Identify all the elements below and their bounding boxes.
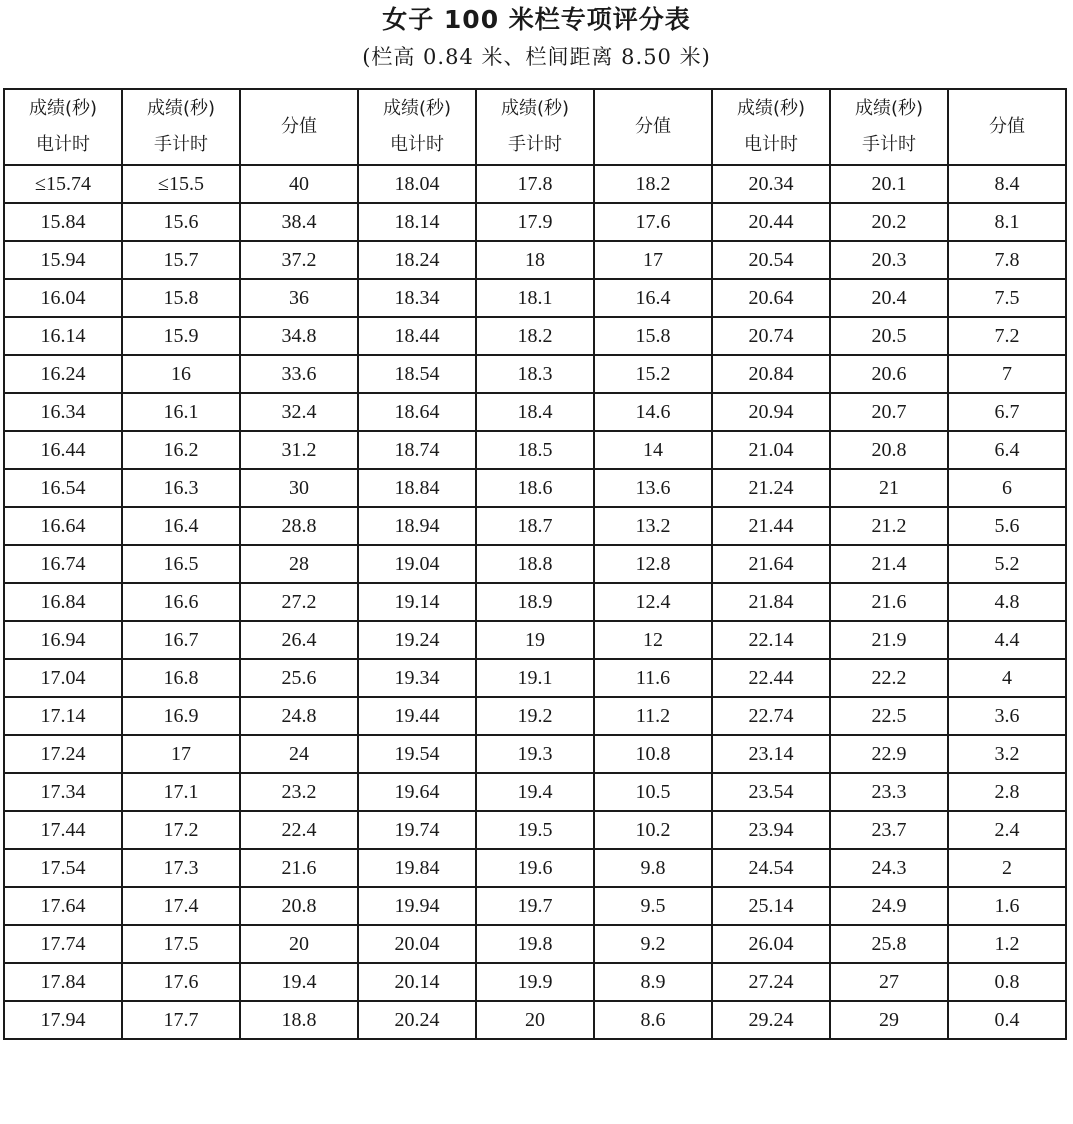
manual-time-cell: 24.3 [830, 849, 948, 887]
header-line: 成绩(秒) [854, 98, 924, 119]
score-cell: 15.8 [594, 317, 712, 355]
header-line: 成绩(秒) [736, 98, 806, 119]
score-cell: 27.2 [240, 583, 358, 621]
score-cell: 37.2 [240, 241, 358, 279]
electric-time-cell: 19.44 [358, 697, 476, 735]
score-cell: 19.4 [240, 963, 358, 1001]
manual-time-cell: 18.7 [476, 507, 594, 545]
manual-time-cell: 29 [830, 1001, 948, 1039]
manual-time-cell: 19.9 [476, 963, 594, 1001]
electric-time-cell: 26.04 [712, 925, 830, 963]
electric-time-cell: 16.04 [4, 279, 122, 317]
electric-time-cell: 22.44 [712, 659, 830, 697]
score-cell: 13.6 [594, 469, 712, 507]
score-cell: 28 [240, 545, 358, 583]
manual-time-cell: 20.8 [830, 431, 948, 469]
electric-time-cell: 21.84 [712, 583, 830, 621]
score-cell: 17.6 [594, 203, 712, 241]
score-cell: 31.2 [240, 431, 358, 469]
manual-time-cell: 15.8 [122, 279, 240, 317]
manual-time-cell: 15.7 [122, 241, 240, 279]
manual-time-cell: 18.1 [476, 279, 594, 317]
manual-time-cell: 20.2 [830, 203, 948, 241]
table-row [4, 621, 1066, 659]
manual-time-cell: 20.1 [830, 165, 948, 203]
score-cell: 10.5 [594, 773, 712, 811]
score-cell: 17 [594, 241, 712, 279]
table-row [4, 241, 1066, 279]
score-cell: 2.4 [948, 811, 1066, 849]
electric-time-cell: 29.24 [712, 1001, 830, 1039]
score-cell: 9.2 [594, 925, 712, 963]
manual-time-cell: 16.7 [122, 621, 240, 659]
manual-time-cell: 18.8 [476, 545, 594, 583]
electric-time-cell: 23.14 [712, 735, 830, 773]
score-cell: 38.4 [240, 203, 358, 241]
electric-time-cell: 21.64 [712, 545, 830, 583]
manual-time-cell: 20.4 [830, 279, 948, 317]
electric-time-cell: 27.24 [712, 963, 830, 1001]
electric-time-cell: 21.04 [712, 431, 830, 469]
manual-time-cell: 19.7 [476, 887, 594, 925]
score-cell: 9.8 [594, 849, 712, 887]
manual-time-cell: 18 [476, 241, 594, 279]
electric-time-cell: 17.04 [4, 659, 122, 697]
manual-time-cell: 22.9 [830, 735, 948, 773]
manual-time-cell: 17.3 [122, 849, 240, 887]
electric-time-cell: 16.44 [4, 431, 122, 469]
manual-time-cell: 17 [122, 735, 240, 773]
score-cell: 5.6 [948, 507, 1066, 545]
manual-time-cell: 19 [476, 621, 594, 659]
manual-time-cell: 19.1 [476, 659, 594, 697]
score-cell: 18.2 [594, 165, 712, 203]
header-line: 成绩(秒) [146, 98, 216, 119]
manual-time-cell: 18.3 [476, 355, 594, 393]
electric-time-cell: 16.64 [4, 507, 122, 545]
electric-time-cell: 18.24 [358, 241, 476, 279]
electric-time-cell: 16.94 [4, 621, 122, 659]
electric-time-cell: 21.24 [712, 469, 830, 507]
electric-time-cell: 20.24 [358, 1001, 476, 1039]
electric-time-cell: 18.44 [358, 317, 476, 355]
electric-time-cell: 21.44 [712, 507, 830, 545]
electric-time-cell: 19.94 [358, 887, 476, 925]
table-row [4, 697, 1066, 735]
manual-time-cell: 16.1 [122, 393, 240, 431]
table-row [4, 545, 1066, 583]
table-row [4, 887, 1066, 925]
score-cell: 36 [240, 279, 358, 317]
manual-time-cell: 15.9 [122, 317, 240, 355]
score-cell: 2 [948, 849, 1066, 887]
electric-time-cell: 19.74 [358, 811, 476, 849]
score-cell: 0.8 [948, 963, 1066, 1001]
score-cell: 7.5 [948, 279, 1066, 317]
score-cell: 5.2 [948, 545, 1066, 583]
manual-time-cell: 16.2 [122, 431, 240, 469]
score-cell: 6 [948, 469, 1066, 507]
score-cell: 18.8 [240, 1001, 358, 1039]
page-subtitle: (栏高 0.84 米、栏间距离 8.50 米) [362, 45, 711, 69]
manual-time-cell: 16.6 [122, 583, 240, 621]
manual-time-cell: 19.2 [476, 697, 594, 735]
header-score: 分值 [948, 89, 1066, 165]
header-electric-time [712, 89, 830, 165]
electric-time-cell: 20.44 [712, 203, 830, 241]
electric-time-cell: 20.74 [712, 317, 830, 355]
table-row [4, 925, 1066, 963]
score-cell: 21.6 [240, 849, 358, 887]
electric-time-cell: 18.04 [358, 165, 476, 203]
table-row [4, 317, 1066, 355]
header-line: 成绩(秒) [28, 98, 98, 119]
manual-time-cell: 22.5 [830, 697, 948, 735]
table-row [4, 355, 1066, 393]
table-row [4, 279, 1066, 317]
score-cell: 14.6 [594, 393, 712, 431]
electric-time-cell: 17.64 [4, 887, 122, 925]
electric-time-cell: 20.14 [358, 963, 476, 1001]
manual-time-cell: 21 [830, 469, 948, 507]
electric-time-cell: 19.04 [358, 545, 476, 583]
manual-time-cell: 18.2 [476, 317, 594, 355]
electric-time-cell: 18.74 [358, 431, 476, 469]
electric-time-cell: 23.54 [712, 773, 830, 811]
manual-time-cell: 19.4 [476, 773, 594, 811]
electric-time-cell: 17.24 [4, 735, 122, 773]
manual-time-cell: 18.5 [476, 431, 594, 469]
manual-time-cell: 19.3 [476, 735, 594, 773]
electric-time-cell: 17.44 [4, 811, 122, 849]
score-cell: 1.2 [948, 925, 1066, 963]
electric-time-cell: 16.14 [4, 317, 122, 355]
electric-time-cell: 20.54 [712, 241, 830, 279]
header-manual-time [476, 89, 594, 165]
manual-time-cell: 21.4 [830, 545, 948, 583]
score-cell: 10.2 [594, 811, 712, 849]
header-row [4, 89, 1066, 165]
header-line: 手计时 [154, 134, 208, 155]
score-cell: 33.6 [240, 355, 358, 393]
score-cell: 11.2 [594, 697, 712, 735]
score-cell: 23.2 [240, 773, 358, 811]
header-score: 分值 [594, 89, 712, 165]
score-table [3, 88, 1067, 1040]
manual-time-cell: 20.6 [830, 355, 948, 393]
electric-time-cell: 17.14 [4, 697, 122, 735]
manual-time-cell: 20 [476, 1001, 594, 1039]
electric-time-cell: 18.34 [358, 279, 476, 317]
header-manual-time [122, 89, 240, 165]
electric-time-cell: 17.94 [4, 1001, 122, 1039]
manual-time-cell: 17.7 [122, 1001, 240, 1039]
score-cell: 40 [240, 165, 358, 203]
score-cell: 13.2 [594, 507, 712, 545]
manual-time-cell: 21.9 [830, 621, 948, 659]
header-manual-time [830, 89, 948, 165]
manual-time-cell: 20.5 [830, 317, 948, 355]
manual-time-cell: 19.6 [476, 849, 594, 887]
table-row [4, 583, 1066, 621]
manual-time-cell: 17.4 [122, 887, 240, 925]
header-line: 成绩(秒) [500, 98, 570, 119]
electric-time-cell: 19.84 [358, 849, 476, 887]
manual-time-cell: 25.8 [830, 925, 948, 963]
manual-time-cell: 24.9 [830, 887, 948, 925]
electric-time-cell: 25.14 [712, 887, 830, 925]
manual-time-cell: 16.8 [122, 659, 240, 697]
electric-time-cell: 15.84 [4, 203, 122, 241]
score-cell: 7 [948, 355, 1066, 393]
manual-time-cell: 23.3 [830, 773, 948, 811]
score-cell: 20 [240, 925, 358, 963]
table-row [4, 165, 1066, 203]
manual-time-cell: 16.4 [122, 507, 240, 545]
electric-time-cell: 17.34 [4, 773, 122, 811]
electric-time-cell: 18.64 [358, 393, 476, 431]
score-cell: 3.6 [948, 697, 1066, 735]
table-row [4, 735, 1066, 773]
manual-time-cell: 22.2 [830, 659, 948, 697]
manual-time-cell: 16.3 [122, 469, 240, 507]
manual-time-cell: 18.4 [476, 393, 594, 431]
score-cell: 6.7 [948, 393, 1066, 431]
score-cell: 28.8 [240, 507, 358, 545]
score-cell: 4.8 [948, 583, 1066, 621]
table-row [4, 393, 1066, 431]
table-row [4, 659, 1066, 697]
electric-time-cell: 20.04 [358, 925, 476, 963]
manual-time-cell: ≤15.5 [122, 165, 240, 203]
electric-time-cell: 19.64 [358, 773, 476, 811]
score-cell: 30 [240, 469, 358, 507]
score-cell: 15.2 [594, 355, 712, 393]
manual-time-cell: 17.9 [476, 203, 594, 241]
score-cell: 20.8 [240, 887, 358, 925]
score-cell: 8.1 [948, 203, 1066, 241]
manual-time-cell: 16.5 [122, 545, 240, 583]
electric-time-cell: 17.74 [4, 925, 122, 963]
electric-time-cell: 18.94 [358, 507, 476, 545]
score-cell: 2.8 [948, 773, 1066, 811]
manual-time-cell: 16.9 [122, 697, 240, 735]
electric-time-cell: 16.84 [4, 583, 122, 621]
header-line: 手计时 [862, 134, 916, 155]
score-cell: 9.5 [594, 887, 712, 925]
header-score: 分值 [240, 89, 358, 165]
score-cell: 12 [594, 621, 712, 659]
score-cell: 1.6 [948, 887, 1066, 925]
electric-time-cell: ≤15.74 [4, 165, 122, 203]
score-cell: 4.4 [948, 621, 1066, 659]
score-cell: 24.8 [240, 697, 358, 735]
header-electric-time [4, 89, 122, 165]
score-cell: 7.2 [948, 317, 1066, 355]
manual-time-cell: 17.2 [122, 811, 240, 849]
table-row [4, 849, 1066, 887]
table-row [4, 811, 1066, 849]
score-cell: 12.4 [594, 583, 712, 621]
manual-time-cell: 23.7 [830, 811, 948, 849]
score-cell: 11.6 [594, 659, 712, 697]
manual-time-cell: 27 [830, 963, 948, 1001]
manual-time-cell: 19.8 [476, 925, 594, 963]
manual-time-cell: 21.2 [830, 507, 948, 545]
manual-time-cell: 17.1 [122, 773, 240, 811]
table-row [4, 507, 1066, 545]
manual-time-cell: 21.6 [830, 583, 948, 621]
score-cell: 34.8 [240, 317, 358, 355]
electric-time-cell: 20.94 [712, 393, 830, 431]
page-title: 女子 100 米栏专项评分表 [382, 5, 691, 34]
manual-time-cell: 16 [122, 355, 240, 393]
electric-time-cell: 20.64 [712, 279, 830, 317]
table-body [4, 165, 1066, 1039]
manual-time-cell: 18.6 [476, 469, 594, 507]
score-cell: 8.6 [594, 1001, 712, 1039]
electric-time-cell: 19.14 [358, 583, 476, 621]
score-cell: 16.4 [594, 279, 712, 317]
electric-time-cell: 24.54 [712, 849, 830, 887]
score-cell: 10.8 [594, 735, 712, 773]
electric-time-cell: 18.54 [358, 355, 476, 393]
score-cell: 25.6 [240, 659, 358, 697]
header-line: 电计时 [36, 134, 90, 155]
score-cell: 3.2 [948, 735, 1066, 773]
score-cell: 8.4 [948, 165, 1066, 203]
electric-time-cell: 17.54 [4, 849, 122, 887]
header-line: 电计时 [744, 134, 798, 155]
electric-time-cell: 15.94 [4, 241, 122, 279]
electric-time-cell: 19.54 [358, 735, 476, 773]
score-cell: 8.9 [594, 963, 712, 1001]
manual-time-cell: 17.5 [122, 925, 240, 963]
table-row [4, 469, 1066, 507]
manual-time-cell: 15.6 [122, 203, 240, 241]
score-cell: 24 [240, 735, 358, 773]
score-cell: 7.8 [948, 241, 1066, 279]
electric-time-cell: 16.54 [4, 469, 122, 507]
electric-time-cell: 23.94 [712, 811, 830, 849]
electric-time-cell: 16.74 [4, 545, 122, 583]
electric-time-cell: 20.84 [712, 355, 830, 393]
header-line: 成绩(秒) [382, 98, 452, 119]
manual-time-cell: 18.9 [476, 583, 594, 621]
manual-time-cell: 20.3 [830, 241, 948, 279]
score-cell: 4 [948, 659, 1066, 697]
electric-time-cell: 17.84 [4, 963, 122, 1001]
electric-time-cell: 16.34 [4, 393, 122, 431]
header-electric-time [358, 89, 476, 165]
manual-time-cell: 20.7 [830, 393, 948, 431]
manual-time-cell: 17.6 [122, 963, 240, 1001]
table-row [4, 773, 1066, 811]
score-cell: 32.4 [240, 393, 358, 431]
table-row [4, 203, 1066, 241]
electric-time-cell: 19.34 [358, 659, 476, 697]
score-cell: 14 [594, 431, 712, 469]
table-row [4, 1001, 1066, 1039]
electric-time-cell: 22.14 [712, 621, 830, 659]
electric-time-cell: 18.84 [358, 469, 476, 507]
electric-time-cell: 20.34 [712, 165, 830, 203]
electric-time-cell: 18.14 [358, 203, 476, 241]
electric-time-cell: 19.24 [358, 621, 476, 659]
manual-time-cell: 17.8 [476, 165, 594, 203]
electric-time-cell: 16.24 [4, 355, 122, 393]
score-cell: 22.4 [240, 811, 358, 849]
header-line: 手计时 [508, 134, 562, 155]
table-row [4, 963, 1066, 1001]
score-cell: 26.4 [240, 621, 358, 659]
manual-time-cell: 19.5 [476, 811, 594, 849]
header-line: 电计时 [390, 134, 444, 155]
score-cell: 6.4 [948, 431, 1066, 469]
score-cell: 0.4 [948, 1001, 1066, 1039]
table-row [4, 431, 1066, 469]
electric-time-cell: 22.74 [712, 697, 830, 735]
score-cell: 12.8 [594, 545, 712, 583]
